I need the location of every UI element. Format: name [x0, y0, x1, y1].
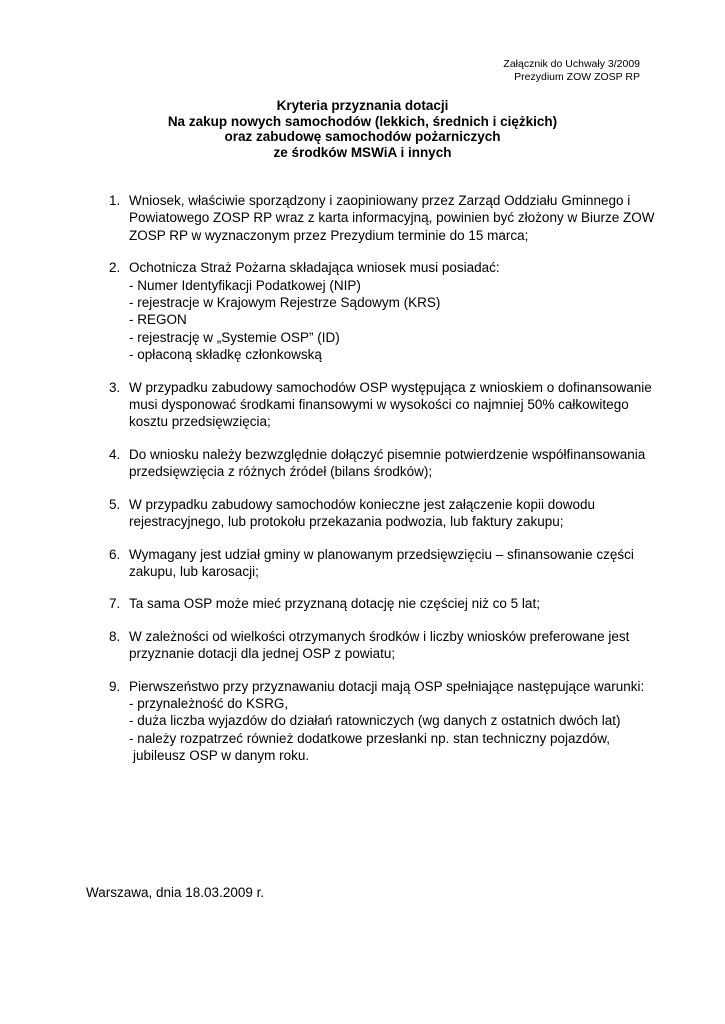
criterion-item-3 — [103, 379, 663, 431]
criterion-number: 2. — [109, 260, 121, 276]
criterion-number: 6. — [109, 546, 121, 562]
criterion-number: 8. — [109, 628, 121, 644]
criterion-number: 1. — [109, 193, 121, 208]
title-line-2: Na zakup nowych samochodów (lekkich, średnich i ciężkich) — [167, 113, 558, 129]
criterion-subitem-krs: - rejestracje w Krajowym Rejestrze Sądowym (KRS) — [129, 295, 441, 311]
criterion-subitem-rescue-trips: - duża liczba wyjazdów do działań ratowniczych (wg danych z ostatnich dwóch lat) — [129, 713, 621, 729]
criterion-text-line: musi dysponować środkami finansowymi w wysokości co najmniej 50% całkowitego — [129, 397, 629, 413]
criterion-subitem-continuation: jubileusz OSP w danym roku. — [133, 748, 310, 764]
criterion-text-line: przedsięwzięcia z różnych źródeł (bilans środków); — [129, 464, 433, 480]
criterion-text-line: Wymagany jest udział gminy w planowanym przedsięwzięciu – sfinansowanie części — [129, 546, 634, 562]
criterion-text-line: Ta sama OSP może mieć przyznaną dotację nie częściej niż co 5 lat; — [129, 596, 540, 612]
criterion-subitem-regon: - REGON — [129, 312, 187, 328]
criterion-item-6 — [103, 546, 663, 581]
criteria-list — [103, 192, 663, 780]
criterion-subitem-nip: - Numer Identyfikacji Podatkowej (NIP) — [129, 277, 361, 293]
criterion-text-line: Wniosek, właściwie sporządzony i zaopiniowany przez Zarząd Oddziału Gminnego i — [129, 193, 631, 208]
place-and-date: Warszawa, dnia 18.03.2009 r. — [86, 885, 265, 900]
criterion-item-4 — [103, 446, 663, 481]
criterion-number: 5. — [109, 496, 121, 512]
document-title — [0, 98, 725, 160]
criterion-subitem-membership-fee: - opłaconą składkę członkowską — [129, 347, 322, 363]
criterion-item-5 — [103, 496, 663, 531]
criterion-number: 4. — [109, 446, 121, 462]
criterion-number: 9. — [109, 678, 121, 694]
criterion-item-2 — [103, 259, 663, 363]
criterion-text-line: Powiatowego ZOSP RP wraz z karta informacyjną, powinien być złożony w Biurze ZOW — [129, 210, 655, 226]
criterion-subitem-additional-factors: - należy rozpatrzeć również dodatkowe przesłanki np. stan techniczny pojazdów, — [129, 730, 611, 746]
title-line-1: Kryteria przyznania dotacji — [276, 98, 449, 113]
criterion-item-9 — [103, 678, 663, 765]
criterion-text-line: kosztu przedsięwzięcia; — [129, 414, 271, 430]
criterion-item-1 — [103, 192, 663, 244]
criterion-text-line: Pierwszeństwo przy przyznawaniu dotacji mają OSP spełniające następujące warunki: — [129, 678, 645, 694]
criterion-text-line: Ochotnicza Straż Pożarna składająca wniosek musi posiadać: — [129, 260, 500, 276]
criterion-number: 3. — [109, 379, 121, 395]
criterion-subitem-osp-system: - rejestrację w „Systemie OSP” (ID) — [129, 329, 340, 345]
criterion-text-line: W zależności od wielkości otrzymanych środków i liczby wniosków preferowane jest — [129, 628, 630, 644]
criterion-text-line: Do wniosku należy bezwzględnie dołączyć pisemnie potwierdzenie współfinansowania — [129, 446, 646, 462]
criterion-text-line: W przypadku zabudowy samochodów OSP występująca z wnioskiem o dofinansowanie — [129, 379, 652, 395]
criterion-item-7 — [103, 595, 663, 612]
criterion-number: 7. — [109, 596, 121, 612]
title-line-3: oraz zabudowę samochodów pożarniczych — [224, 129, 501, 144]
criterion-subitem-ksrg: - przynależność do KSRG, — [129, 695, 289, 711]
annex-line-resolution: Załącznik do Uchwały 3/2009 — [503, 58, 640, 70]
criterion-text-line: zakupu, lub karosacji; — [129, 563, 259, 579]
title-line-4: ze środków MSWiA i innych — [273, 144, 452, 160]
criterion-text-line: przyznanie dotacji dla jednej OSP z powiatu; — [129, 646, 396, 662]
criterion-text-line: ZOSP RP w wyznaczonym przez Prezydium terminie do 15 marca; — [129, 227, 529, 243]
annex-note — [340, 58, 640, 84]
criterion-item-8 — [103, 628, 663, 663]
annex-line-presidium: Prezydium ZOW ZOSP RP — [514, 71, 640, 83]
criterion-text-line: W przypadku zabudowy samochodów konieczne jest załączenie kopii dowodu — [129, 496, 596, 512]
criterion-text-line: rejestracyjnego, lub protokołu przekazania podwozia, lub faktury zakupu; — [129, 514, 564, 530]
